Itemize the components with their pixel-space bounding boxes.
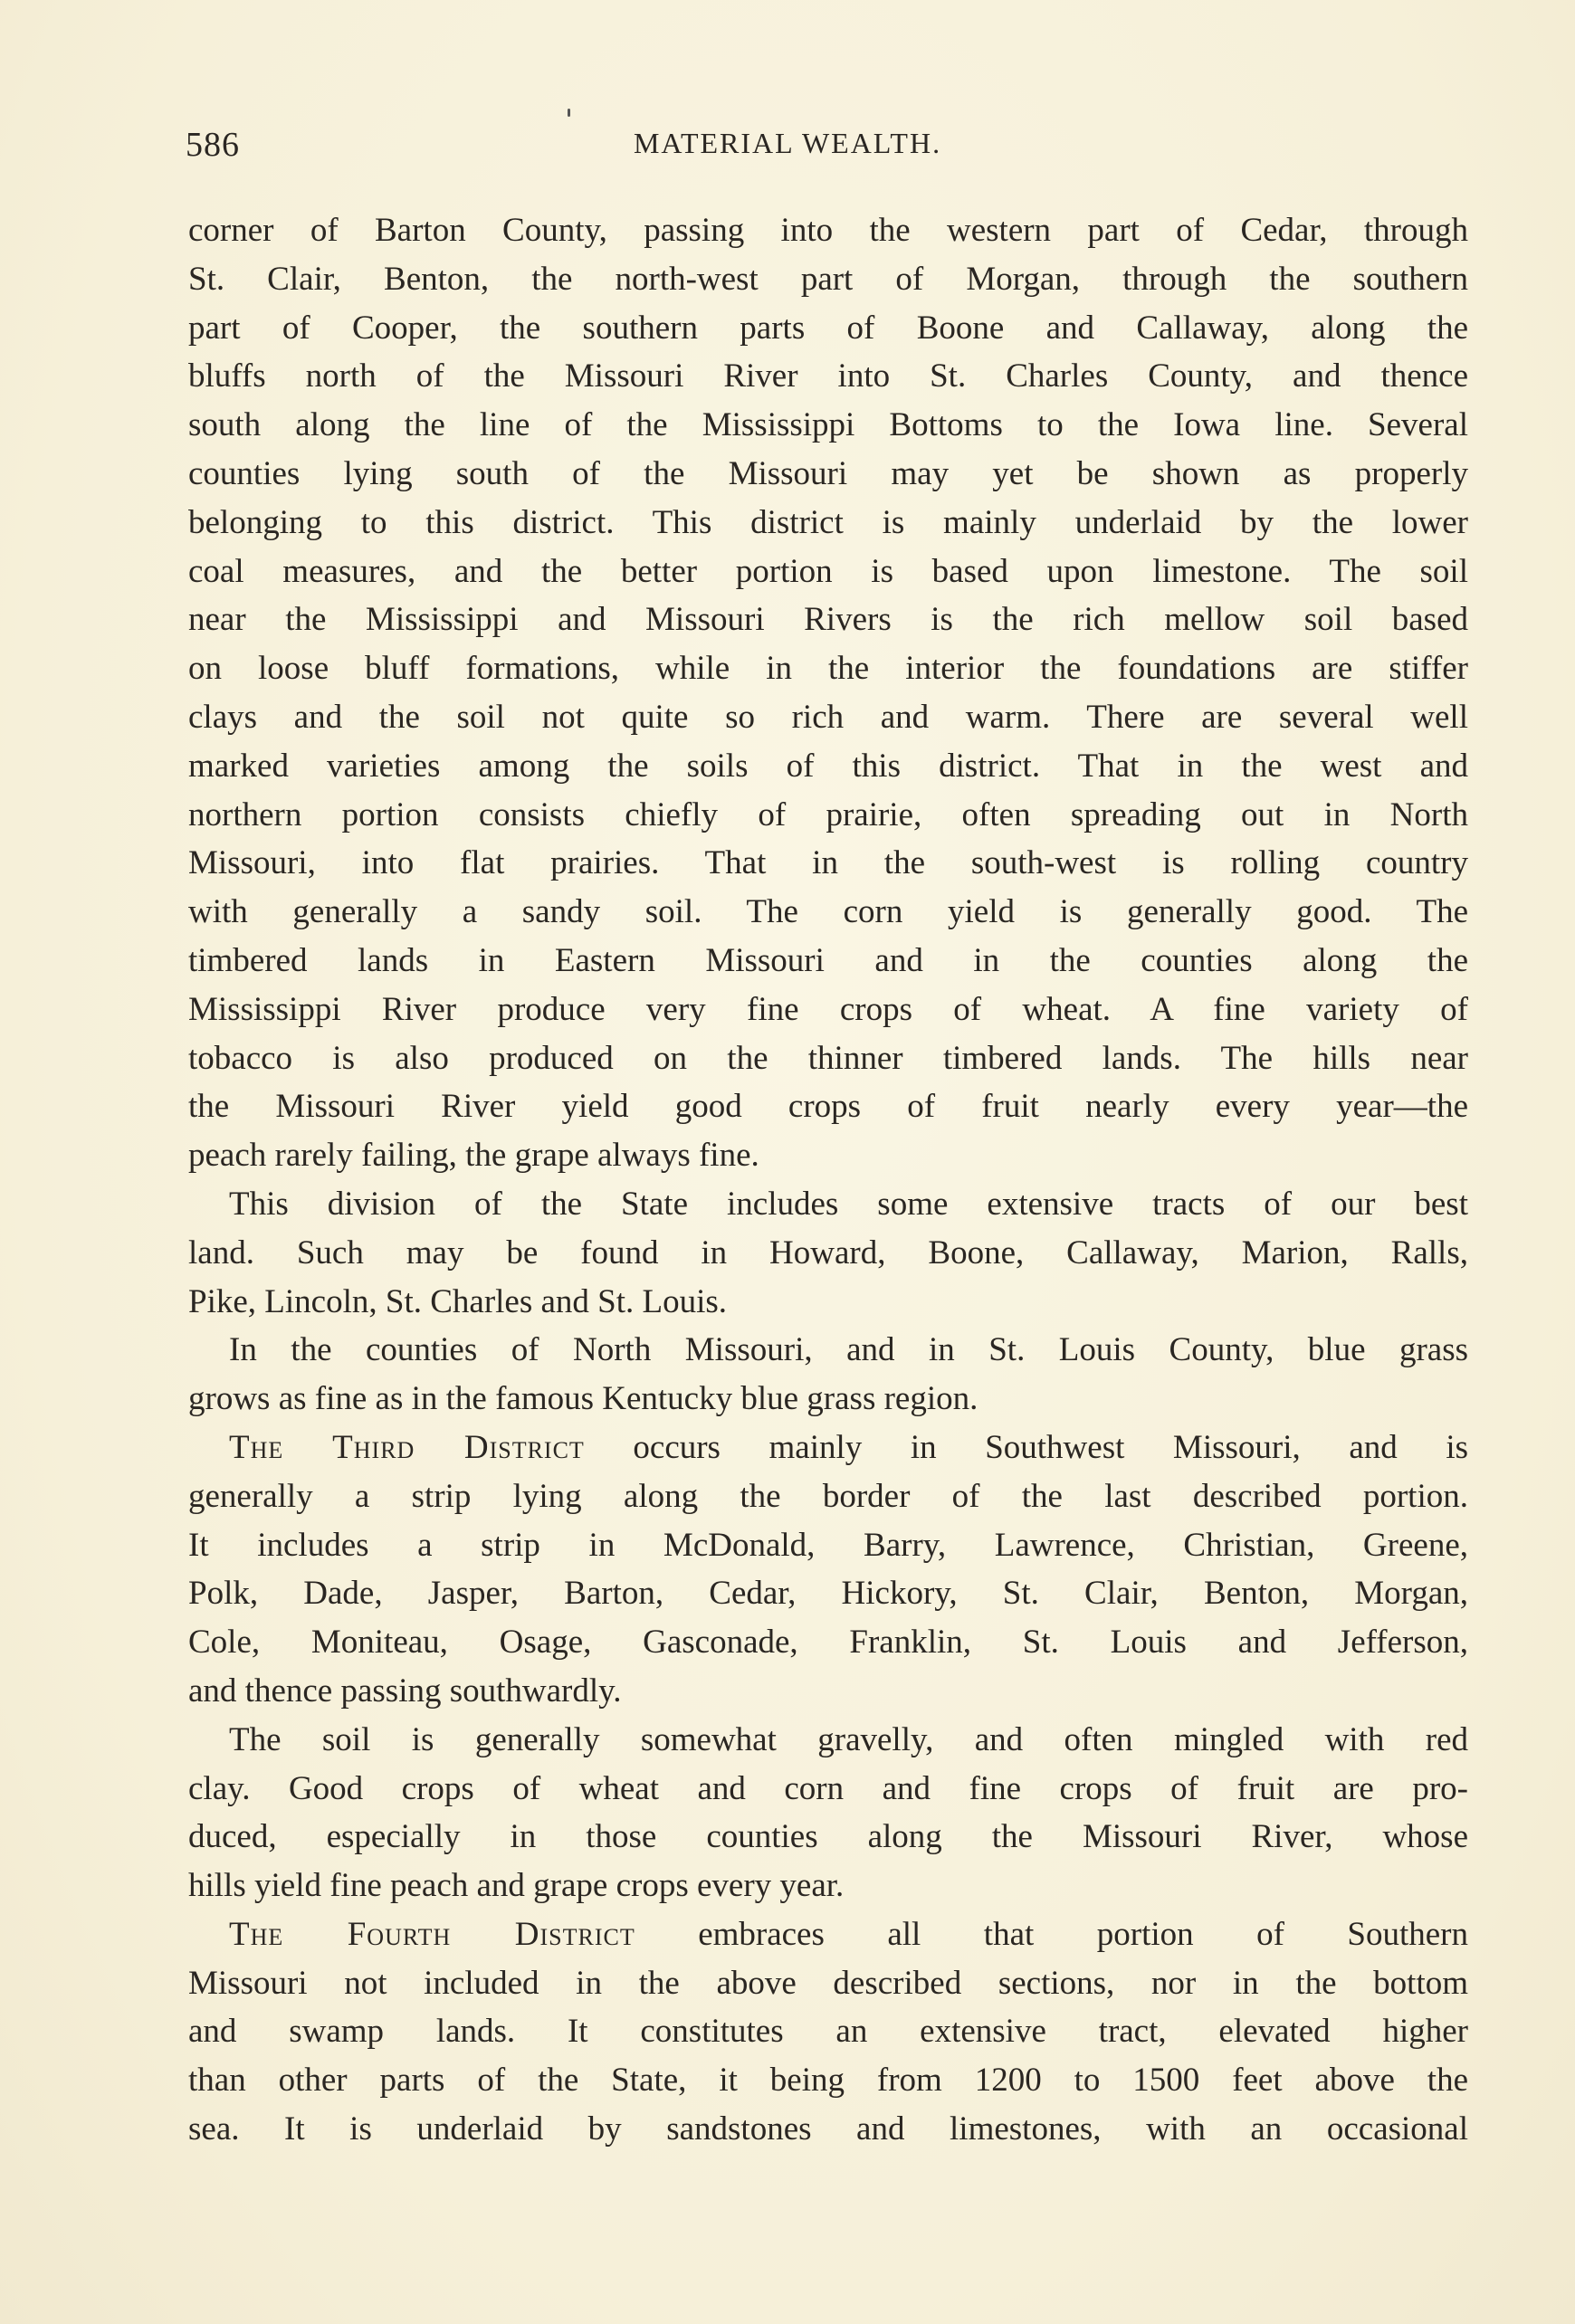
text-line — [188, 1082, 1468, 1131]
text-line — [188, 499, 1468, 548]
running-head: MATERIAL WEALTH. — [633, 127, 942, 159]
text-line — [188, 1765, 1468, 1814]
text-line — [188, 1131, 1468, 1180]
text-line — [188, 352, 1468, 401]
text-line — [188, 401, 1468, 450]
section-heading-smallcaps: The Third District — [229, 1428, 585, 1466]
line-text: grows as fine as in the famous Kentucky blue grass region. — [188, 1380, 978, 1418]
line-text: counties lying south of the Missouri may yet be shown as properly — [188, 454, 1468, 492]
line-text: coal measures, and the better portion is based upon limestone. The soil — [188, 552, 1468, 590]
text-line — [188, 1959, 1468, 2008]
line-text: marked varieties among the soils of this district. That in the west and — [188, 747, 1468, 785]
line-text: In the counties of North Missouri, and in St. Louis County, blue grass — [229, 1331, 1468, 1369]
ink-speck — [568, 109, 570, 117]
text-line — [188, 1521, 1468, 1570]
text-line — [188, 2007, 1468, 2056]
text-line — [188, 1569, 1468, 1618]
line-text: occurs mainly in Southwest Missouri, and is — [584, 1428, 1468, 1466]
text-line — [188, 839, 1468, 888]
line-text: and thence passing southwardly. — [188, 1672, 622, 1710]
line-text: corner of Barton County, passing into the western part of Cedar, through — [188, 212, 1468, 249]
text-line — [188, 644, 1468, 693]
line-text: bluffs north of the Missouri River into St. Charles County, and thence — [188, 357, 1468, 395]
text-line — [188, 206, 1468, 255]
line-text: Mississippi River produce very fine crops of wheat. A fine variety of — [188, 990, 1468, 1028]
text-line — [188, 693, 1468, 742]
text-line — [188, 255, 1468, 304]
text-line — [188, 986, 1468, 1034]
paragraph — [188, 1180, 1468, 1326]
line-text: clay. Good crops of wheat and corn and fine crops of fruit are pro- — [188, 1769, 1468, 1807]
line-text: The soil is generally somewhat gravelly, and often mingled with red — [229, 1720, 1468, 1758]
text-line — [188, 1813, 1468, 1862]
text-line — [188, 742, 1468, 791]
line-text: It includes a strip in McDonald, Barry, Lawrence, Christian, Greene, — [188, 1526, 1468, 1564]
text-line — [188, 1034, 1468, 1083]
paragraph — [188, 1716, 1468, 1910]
line-text: hills yield fine peach and grape crops every year. — [188, 1867, 845, 1905]
text-line — [188, 791, 1468, 840]
text-line — [188, 2105, 1468, 2154]
text-line — [188, 1716, 1468, 1765]
line-text: embraces all that portion of Southern — [635, 1915, 1468, 1953]
text-line — [188, 1375, 1468, 1424]
text-line — [188, 1424, 1468, 1472]
text-line — [188, 1229, 1468, 1278]
line-text: sea. It is underlaid by sandstones and limestones, with an occasional — [188, 2110, 1468, 2148]
paragraph — [188, 1326, 1468, 1424]
text-line — [188, 1910, 1468, 1959]
line-text: south along the line of the Mississippi Bottoms to the Iowa line. Several — [188, 406, 1468, 444]
text-line — [188, 548, 1468, 596]
line-text: and swamp lands. It constitutes an extensive tract, elevated higher — [188, 2013, 1468, 2051]
text-line — [188, 1326, 1468, 1375]
line-text: than other parts of the State, it being from 1200 to 1500 feet above the — [188, 2062, 1468, 2100]
paragraph — [188, 206, 1468, 1180]
line-text: northern portion consists chiefly of prairie, often spreading out in North — [188, 795, 1468, 833]
text-line — [188, 937, 1468, 986]
line-text: land. Such may be found in Howard, Boone, Callaway, Marion, Ralls, — [188, 1233, 1468, 1272]
line-text: Cole, Moniteau, Osage, Gasconade, Franklin, St. Louis and Jefferson, — [188, 1624, 1468, 1662]
text-line — [188, 1667, 1468, 1716]
line-text: on loose bluff formations, while in the interior the foundations are stiffer — [188, 650, 1468, 688]
text-line — [188, 888, 1468, 937]
text-line — [188, 1618, 1468, 1667]
line-text: Missouri not included in the above described sections, nor in the bottom — [188, 1964, 1468, 2002]
line-text: Pike, Lincoln, St. Charles and St. Louis. — [188, 1282, 728, 1320]
line-text: belonging to this district. This district is mainly underlaid by the lower — [188, 503, 1468, 541]
text-line — [188, 450, 1468, 499]
line-text: St. Clair, Benton, the north-west part of Morgan, through the southern — [188, 260, 1468, 298]
line-text: generally a strip lying along the border of the last described portion. — [188, 1477, 1468, 1515]
page-number: 586 — [186, 126, 240, 164]
text-line — [188, 1472, 1468, 1521]
line-text: Missouri, into flat prairies. That in the south-west is rolling country — [188, 844, 1468, 882]
text-line — [188, 2056, 1468, 2105]
text-line — [188, 1278, 1468, 1327]
text-line — [188, 304, 1468, 353]
line-text: part of Cooper, the southern parts of Boone and Callaway, along the — [188, 309, 1468, 347]
text-line — [188, 1862, 1468, 1910]
line-text: duced, especially in those counties along the Missouri River, whose — [188, 1818, 1468, 1856]
paragraph — [188, 1910, 1468, 2154]
text-line — [188, 1180, 1468, 1229]
text-line — [188, 595, 1468, 644]
line-text: This division of the State includes some extensive tracts of our best — [229, 1185, 1468, 1223]
paragraph — [188, 1424, 1468, 1716]
line-text: timbered lands in Eastern Missouri and in the counties along the — [188, 941, 1468, 979]
line-text: the Missouri River yield good crops of fruit nearly every year—the — [188, 1088, 1468, 1126]
line-text: peach rarely failing, the grape always fine. — [188, 1137, 759, 1175]
line-text: tobacco is also produced on the thinner timbered lands. The hills near — [188, 1039, 1468, 1077]
body-text — [188, 206, 1468, 2154]
line-text: near the Mississippi and Missouri Rivers is the rich mellow soil based — [188, 601, 1468, 639]
section-heading-smallcaps: The Fourth District — [229, 1915, 635, 1953]
line-text: with generally a sandy soil. The corn yield is generally good. The — [188, 893, 1468, 931]
line-text: clays and the soil not quite so rich and warm. There are several well — [188, 698, 1468, 736]
line-text: Polk, Dade, Jasper, Barton, Cedar, Hickory, St. Clair, Benton, Morgan, — [188, 1575, 1468, 1613]
